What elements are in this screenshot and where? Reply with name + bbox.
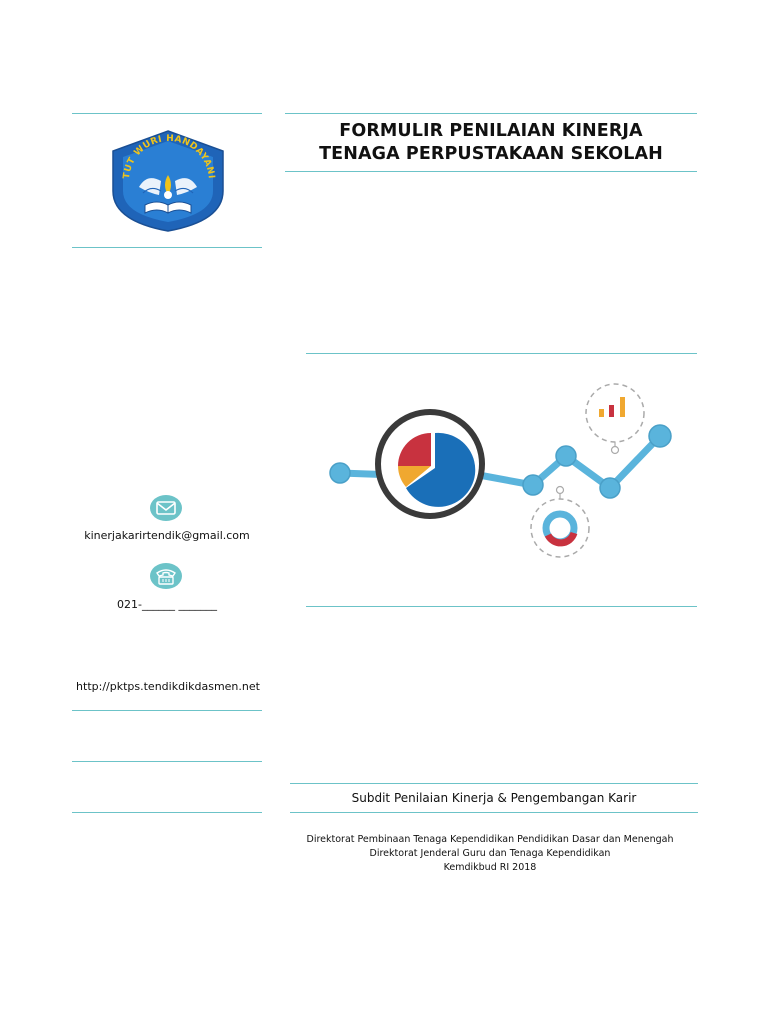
- chart-illustration: [318, 375, 688, 560]
- footer-line-3: Kemdikbud RI 2018: [443, 862, 537, 873]
- title-line-1: FORMULIR PENILAIAN KINERJA: [339, 121, 643, 141]
- subdit-label: Subdit Penilaian Kinerja & Pengembangan Karir: [351, 791, 637, 805]
- illustration-bottom-rule: [306, 606, 697, 607]
- left-rule-3: [72, 812, 262, 813]
- contact-phone: 021-______ _______: [117, 598, 217, 611]
- title-top-rule: [285, 113, 697, 114]
- title-line-2: TENAGA PERPUSTAKAAN SEKOLAH: [319, 144, 663, 164]
- left-rule-1: [72, 710, 262, 711]
- subdit-top-rule: [290, 783, 698, 784]
- contact-email[interactable]: kinerjakarirtendik@gmail.com: [84, 529, 250, 542]
- contact-website[interactable]: http://pktps.tendikdikdasmen.net: [76, 680, 260, 693]
- tut-wuri-handayani-logo: [107, 129, 229, 233]
- bar-chart-badge: [586, 384, 644, 442]
- left-logo-bottom-rule: [72, 247, 262, 248]
- donut-badge: [531, 499, 589, 557]
- left-top-rule: [72, 113, 262, 114]
- footer-line-2: Direktorat Jenderal Guru dan Tenaga Kependidikan: [369, 848, 611, 859]
- page-title: [285, 120, 697, 166]
- title-bottom-rule: [285, 171, 697, 172]
- left-rule-2: [72, 761, 262, 762]
- logo-motto: TUT WURI HANDAYANI: [121, 133, 216, 180]
- envelope-icon: [148, 493, 184, 523]
- subdit-bottom-rule: [290, 812, 698, 813]
- telephone-icon: [148, 561, 184, 591]
- footer-line-1: Direktorat Pembinaan Tenaga Kependidikan Pendidikan Dasar dan Menengah: [306, 834, 674, 845]
- illustration-top-rule: [306, 353, 697, 354]
